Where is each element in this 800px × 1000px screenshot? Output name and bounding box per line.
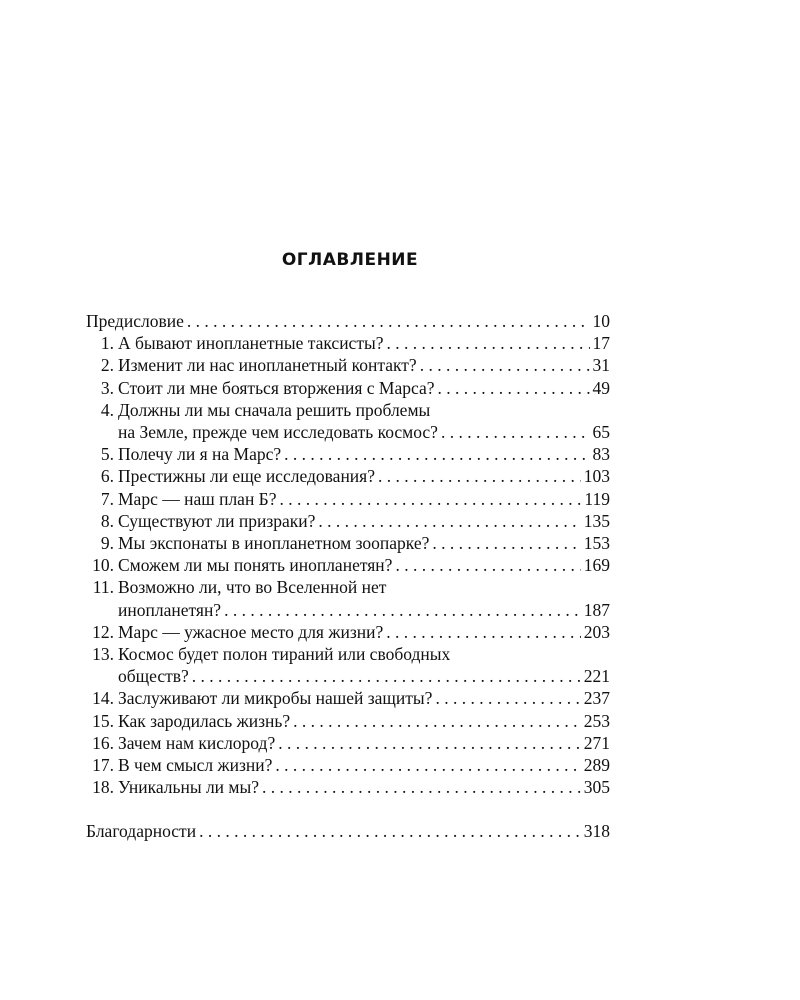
dot-leader [386, 621, 581, 643]
toc-entry-preface[interactable] [86, 310, 610, 332]
chapter-page: 49 [592, 377, 610, 398]
dot-leader [438, 377, 590, 399]
chapter-title: Изменит ли нас инопланетный контакт? [118, 355, 417, 376]
toc-entry-chapter-5[interactable] [86, 443, 610, 465]
chapter-number: 7. [100, 488, 114, 509]
chapter-number: 5. [100, 444, 114, 465]
chapter-page: 169 [583, 555, 610, 576]
chapter-number: 3. [100, 377, 114, 398]
dot-leader [192, 665, 581, 687]
chapter-number: 16. [92, 732, 114, 753]
toc-entry-chapter-4[interactable] [86, 399, 610, 443]
toc-entry-line [86, 332, 610, 354]
chapter-title: Сможем ли мы понять инопланетян? [118, 555, 393, 576]
toc-entry-chapter-14[interactable] [86, 687, 610, 709]
chapter-page: 187 [583, 599, 610, 620]
dot-leader [293, 710, 581, 732]
chapter-number: 18. [92, 777, 114, 798]
chapter-number: 15. [92, 710, 114, 731]
table-of-contents [86, 310, 610, 843]
toc-entry-line [86, 599, 610, 621]
chapter-page: 237 [583, 688, 610, 709]
dot-leader [395, 554, 580, 576]
toc-entry-chapter-10[interactable] [86, 554, 610, 576]
chapter-number: 1. [100, 333, 114, 354]
toc-entry-line [86, 488, 610, 510]
chapter-title: Должны ли мы сначала решить проблемы [118, 399, 431, 420]
toc-entry-acknowledgements[interactable] [86, 820, 610, 842]
chapter-page: 203 [583, 621, 610, 642]
chapter-number: 13. [92, 644, 114, 665]
toc-entry-line [86, 377, 610, 399]
chapter-title: Престижны ли еще исследования? [118, 466, 375, 487]
dot-leader [420, 354, 590, 376]
dot-leader [441, 421, 590, 443]
toc-entry-chapter-17[interactable] [86, 754, 610, 776]
chapter-title: А бывают инопланетные таксисты? [118, 333, 384, 354]
dot-leader [278, 732, 581, 754]
chapter-title: Полечу ли я на Марс? [118, 444, 282, 465]
toc-entry-chapter-13[interactable] [86, 643, 610, 687]
toc-entry-chapter-8[interactable] [86, 510, 610, 532]
chapter-number: 12. [92, 621, 114, 642]
chapter-page: 65 [592, 422, 610, 443]
toc-entry-chapter-2[interactable] [86, 354, 610, 376]
chapter-page: 289 [583, 755, 610, 776]
chapter-page: 153 [583, 533, 610, 554]
dot-leader [262, 776, 581, 798]
toc-entry-page: 10 [592, 311, 610, 331]
toc-entry-line [86, 532, 610, 554]
toc-entry-title: Благодарности [86, 821, 197, 842]
chapter-title: на Земле, прежде чем исследовать космос? [118, 422, 438, 443]
spacer [86, 798, 610, 820]
chapter-title: Космос будет полон тираний или свободных [118, 644, 451, 665]
toc-entry-line [86, 643, 610, 665]
chapter-page: 271 [583, 732, 610, 753]
toc-entry-chapter-9[interactable] [86, 532, 610, 554]
toc-entry-chapter-15[interactable] [86, 710, 610, 732]
chapter-page: 83 [592, 444, 610, 465]
dot-leader [432, 532, 580, 554]
chapter-title: Стоит ли мне бояться вторжения с Марса? [118, 377, 435, 398]
toc-entry-line [86, 754, 610, 776]
chapter-number: 2. [100, 355, 114, 376]
chapter-title: Марс — ужасное место для жизни? [118, 621, 384, 642]
chapter-number: 17. [92, 755, 114, 776]
toc-entry-chapter-16[interactable] [86, 732, 610, 754]
chapter-title: Зачем нам кислород? [118, 732, 276, 753]
chapter-number: 14. [92, 688, 114, 709]
chapter-page: 31 [592, 355, 610, 376]
toc-entry-line [86, 554, 610, 576]
dot-leader [275, 754, 580, 776]
chapter-number: 11. [92, 577, 114, 598]
toc-entry-chapter-18[interactable] [86, 776, 610, 798]
chapter-title: Существуют ли призраки? [118, 510, 316, 531]
chapter-title: Возможно ли, что во Вселенной нет [118, 577, 387, 598]
toc-entry-chapter-7[interactable] [86, 488, 610, 510]
chapter-title: инопланетян? [118, 599, 222, 620]
dot-leader [199, 820, 581, 842]
chapter-number: 10. [92, 555, 114, 576]
chapter-page: 305 [583, 777, 610, 798]
toc-entry-chapter-11[interactable] [86, 576, 610, 620]
chapter-title: Мы экспонаты в инопланетном зоопарке? [118, 533, 430, 554]
toc-entry-line [86, 687, 610, 709]
dot-leader [318, 510, 580, 532]
toc-entry-line [86, 665, 610, 687]
dot-leader [387, 332, 590, 354]
chapter-page: 119 [584, 488, 610, 509]
toc-entry-line [86, 776, 610, 798]
dot-leader [280, 488, 582, 510]
chapter-number: 9. [100, 533, 114, 554]
dot-leader [224, 599, 581, 621]
toc-entry-line [86, 732, 610, 754]
toc-entry-line [86, 421, 610, 443]
toc-entry-line [86, 399, 610, 421]
dot-leader [435, 687, 580, 709]
toc-entry-line [86, 510, 610, 532]
toc-heading: ОГЛАВЛЕНИЕ [281, 250, 419, 270]
chapter-title: Заслуживают ли микробы нашей защиты? [118, 688, 433, 709]
dot-leader [378, 465, 581, 487]
toc-entry-chapter-6[interactable] [86, 465, 610, 487]
toc-entry-chapter-1[interactable] [86, 332, 610, 354]
toc-entry-title: Предисловие [86, 311, 184, 331]
dot-leader [187, 310, 590, 332]
chapter-page: 103 [583, 466, 610, 487]
toc-entry-line [86, 710, 610, 732]
chapter-page: 221 [583, 666, 610, 687]
chapter-page: 253 [583, 710, 610, 731]
chapter-page: 17 [592, 333, 610, 354]
chapter-page: 135 [583, 510, 610, 531]
toc-entry-line [86, 621, 610, 643]
chapter-title: обществ? [118, 666, 189, 687]
toc-entry-page: 318 [583, 821, 610, 842]
chapter-number: 6. [100, 466, 114, 487]
chapter-number: 4. [100, 399, 114, 420]
toc-entry-line [86, 576, 610, 598]
chapter-list [86, 332, 610, 798]
toc-entry-chapter-3[interactable] [86, 377, 610, 399]
chapter-number: 8. [100, 510, 114, 531]
toc-entry-chapter-12[interactable] [86, 621, 610, 643]
chapter-title: Марс — наш план Б? [118, 488, 277, 509]
toc-entry-line [86, 443, 610, 465]
chapter-title: В чем смысл жизни? [118, 755, 273, 776]
toc-entry-line [86, 465, 610, 487]
chapter-title: Как зародилась жизнь? [118, 710, 291, 731]
dot-leader [284, 443, 589, 465]
toc-entry-line [86, 354, 610, 376]
chapter-title: Уникальны ли мы? [118, 777, 260, 798]
